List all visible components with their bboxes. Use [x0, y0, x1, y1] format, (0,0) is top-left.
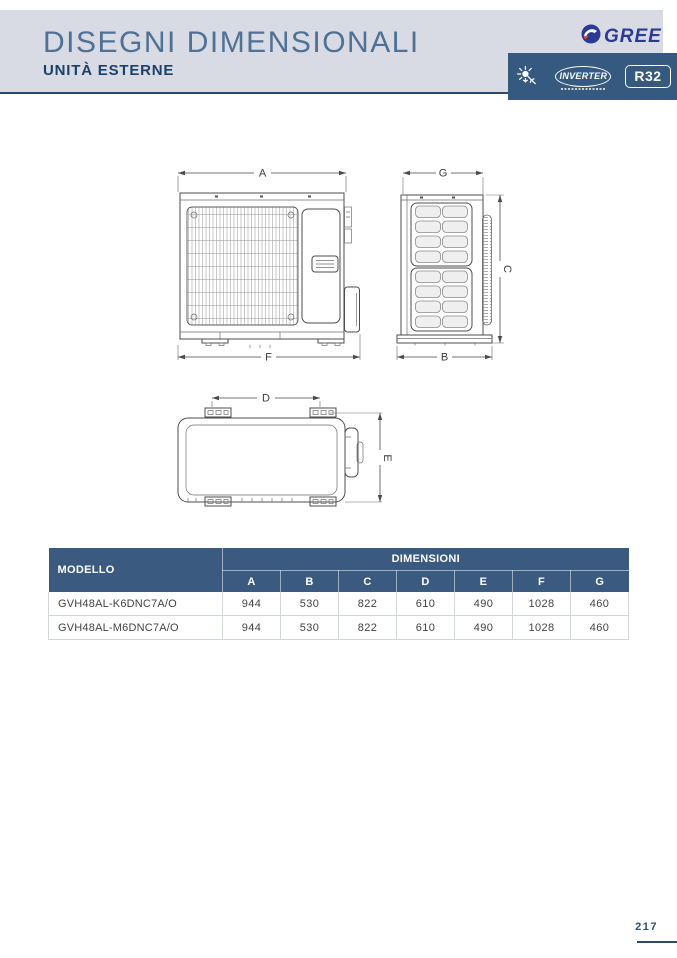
inverter-tagline: [561, 88, 605, 91]
dim-value: 1028: [513, 592, 571, 616]
gree-logo: [581, 24, 662, 49]
inverter-label: INVERTER: [559, 70, 608, 81]
top-view-drawing: [160, 385, 395, 520]
feature-badge: [508, 53, 677, 100]
dim-label-g: G: [438, 167, 448, 180]
dim-value: 944: [223, 592, 281, 616]
model-name: GVH48AL-M6DNC7A/O: [49, 616, 223, 640]
inverter-logo: [554, 65, 612, 89]
front-view-drawing: [160, 162, 375, 367]
column-header-c: C: [339, 571, 397, 593]
r32-badge: R32: [625, 65, 670, 88]
dim-label-e: E: [381, 454, 393, 462]
column-header-b: B: [281, 571, 339, 593]
dimensions-table: [48, 548, 629, 640]
dim-value: 610: [397, 616, 455, 640]
page-number: 217: [635, 921, 658, 933]
column-header-g: G: [571, 571, 629, 593]
dim-value: 530: [281, 592, 339, 616]
dim-value: 530: [281, 616, 339, 640]
dim-value: 460: [571, 592, 629, 616]
dim-label-d: D: [262, 392, 270, 405]
column-header-a: A: [223, 571, 281, 593]
side-view-drawing: [390, 162, 515, 367]
table-row: [49, 592, 629, 616]
dim-value: 460: [571, 616, 629, 640]
dim-value: 610: [397, 592, 455, 616]
page-subtitle: UNITÀ ESTERNE: [43, 62, 175, 79]
model-name: GVH48AL-K6DNC7A/O: [49, 592, 223, 616]
dim-label-a: A: [258, 167, 267, 180]
dim-value: 490: [455, 592, 513, 616]
gree-globe-icon: [581, 24, 601, 49]
dim-label-f: F: [265, 351, 272, 364]
footer-rule: [637, 941, 677, 943]
column-header-e: E: [455, 571, 513, 593]
dim-label-b: B: [440, 351, 449, 364]
dim-value: 822: [339, 592, 397, 616]
heat-cool-icon: [514, 61, 541, 93]
dim-value: 822: [339, 616, 397, 640]
dim-value: 944: [223, 616, 281, 640]
column-header-d: D: [397, 571, 455, 593]
dim-value: 1028: [513, 616, 571, 640]
page-title: DISEGNI DIMENSIONALI: [43, 26, 420, 59]
gree-logo-text: GREE: [604, 25, 662, 47]
column-header-f: F: [513, 571, 571, 593]
table-header-modello: MODELLO: [49, 548, 223, 592]
dim-label-c: C: [501, 265, 513, 273]
table-header-dimensioni: DIMENSIONI: [223, 548, 629, 571]
dim-value: 490: [455, 616, 513, 640]
table-row: [49, 616, 629, 640]
